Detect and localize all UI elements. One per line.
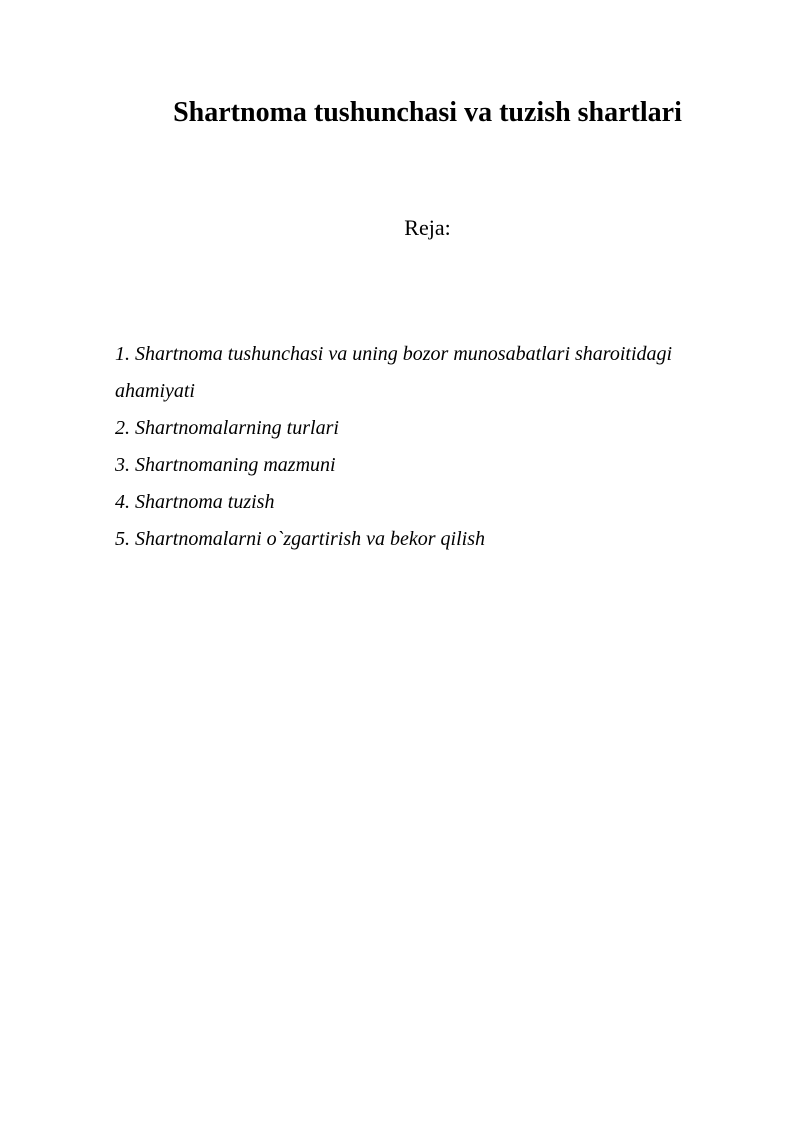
plan-item: 3. Shartnomaning mazmuni: [115, 454, 336, 476]
plan-item: 1. Shartnoma tushunchasi va uning bozor munosabatlari sharoitidagi ahamiyati: [115, 343, 673, 402]
plan-heading: Reja:: [404, 215, 451, 240]
plan-item: 4. Shartnoma tuzish: [115, 491, 275, 513]
plan-item: 5. Shartnomalarni o`zgartirish va bekor qilish: [115, 528, 486, 550]
document-title: Shartnoma tushunchasi va tuzish shartlari: [173, 97, 682, 128]
plan-list: [115, 336, 725, 558]
plan-item: 2. Shartnomalarning turlari: [115, 417, 339, 439]
